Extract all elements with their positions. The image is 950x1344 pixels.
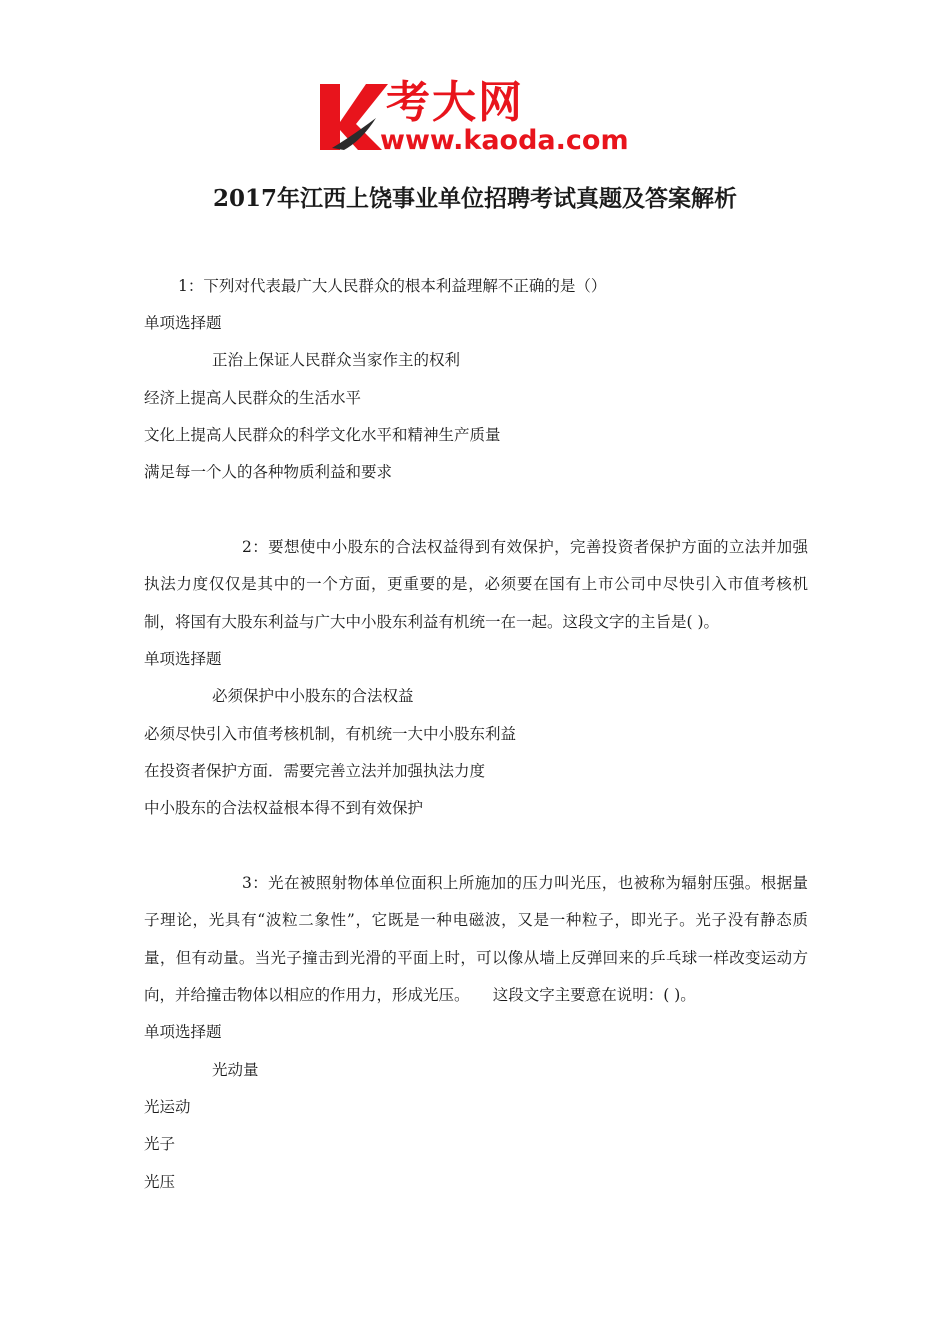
kaoda-logo: [318, 78, 640, 162]
question-3-option-c: 光子: [144, 1135, 176, 1153]
document-title: 2017年江西上饶事业单位招聘考试真题及答案解析: [212, 185, 737, 212]
question-3-type: 单项选择题: [144, 1023, 222, 1041]
question-1-stem: [178, 275, 606, 297]
question-3-option-b: 光运动: [144, 1098, 191, 1116]
question-3-option-a: 光动量: [212, 1061, 259, 1079]
question-text: 光在被照射物体单位面积上所施加的压力叫光压，也被称为辐射压强。根据量子理论，光具有“波粒二象性”，它既是一种电磁波，又是一种粒子，即光子。光子没有静态质量，但有动量。当光子撞击到光滑的平面上时，可以像从墙上反弹回来的乒乓球一样改变运动方向，并给撞击物体以相应的作用力，形成光压。 这段文字主要意在说明：( )。: [144, 874, 808, 1004]
question-1-option-d: 满足每一个人的各种物质利益和要求: [144, 463, 393, 481]
question-2-option-c: 在投资者保护方面．需要完善立法并加强执法力度: [144, 762, 486, 780]
question-3-stem: [144, 865, 808, 1014]
question-2-option-d: 中小股东的合法权益根本得不到有效保护: [144, 799, 424, 817]
question-number: 1：: [178, 277, 204, 295]
question-3-option-d: 光压: [144, 1173, 176, 1191]
question-1-option-a: 正治上保证人民群众当家作主的权利: [212, 351, 461, 369]
brand-name: 考大网: [386, 77, 524, 128]
question-1-type: 单项选择题: [144, 314, 222, 332]
question-number: 3：: [242, 874, 269, 892]
question-2-option-a: 必须保护中小股东的合法权益: [212, 687, 414, 705]
question-number: 2：: [242, 538, 269, 556]
brand-url: www.kaoda.com: [380, 125, 629, 156]
question-2-option-b: 必须尽快引入市值考核机制，有机统一大中小股东利益: [144, 725, 517, 743]
question-text: 要想使中小股东的合法权益得到有效保护，完善投资者保护方面的立法并加强执法力度仅仅是其中的一个方面，更重要的是，必须要在国有上市公司中尽快引入市值考核机制，将国有大股东利益与广大中小股东利益有机统一在一起。这段文字的主旨是( )。: [144, 538, 808, 631]
question-2-type: 单项选择题: [144, 650, 222, 668]
question-1-option-b: 经济上提高人民群众的生活水平: [144, 389, 362, 407]
question-text: 下列对代表最广大人民群众的根本利益理解不正确的是（）: [203, 277, 607, 295]
question-2-stem: [144, 529, 808, 641]
question-1-option-c: 文化上提高人民群众的科学文化水平和精神生产质量: [144, 426, 501, 444]
